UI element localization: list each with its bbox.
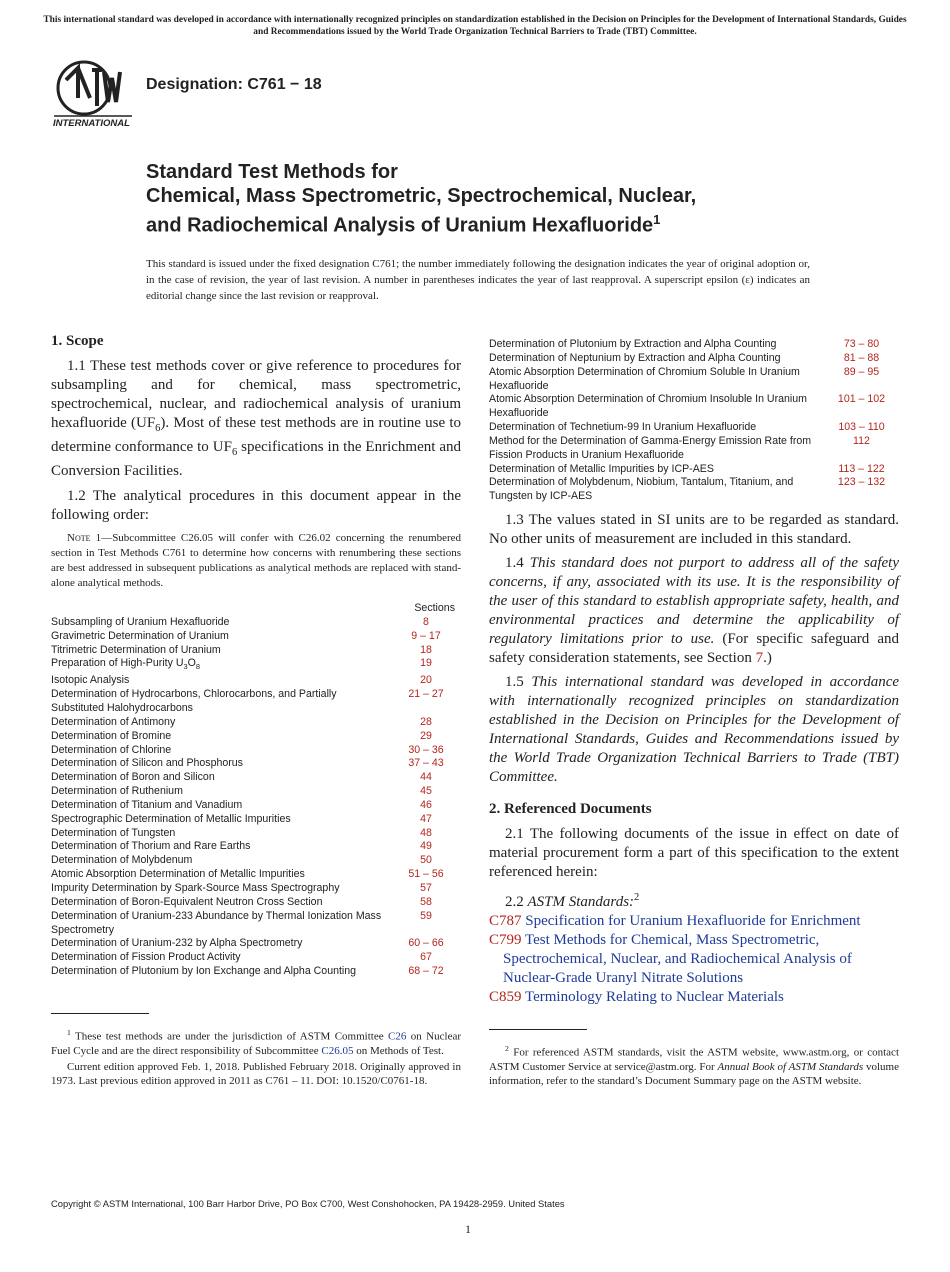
table-row [51,771,461,785]
table-row [51,965,461,979]
section-link[interactable]: 101 – 102 [837,393,886,406]
page-number: 1 [465,1222,471,1236]
footnote-1 [51,1026,461,1058]
reference-item [489,988,899,1007]
section-link[interactable]: 21 – 27 [408,688,444,701]
issuance-note: This standard is issued under the fixed designation C761; the number immediately following the designation indicates the year of original adoption or, in the case of revision, the year of last revision. A number in parentheses indicates the year of last reapproval. A superscript epsilon (ε) indicates an editorial change since the last revision or reapproval. [146,258,810,302]
fn2-a: For referenced ASTM standards, visit the ASTM website, www.astm.org, or contact ASTM Customer Service at service@astm.org. For [489,1046,899,1073]
reference-title-link[interactable]: Specification for Uranium Hexafluoride for Enrichment [525,913,861,930]
method-title: Atomic Absorption Determination of Metallic Impurities [51,868,305,881]
table-row [51,730,461,744]
method-title: Determination of Uranium-232 by Alpha Spectrometry [51,937,303,950]
method-title: Determination of Uranium-233 Abundance by Thermal Ionization Mass Spectrometry [51,909,382,936]
section-link[interactable]: 8 [423,615,429,628]
fn1-mark: 1 [67,1027,71,1037]
scope-para-1-3: 1.3 The values stated in SI units are to be regarded as standard. No other units of measurement are included in this standard. [489,512,899,548]
table-row [489,476,899,504]
sections-header: Sections [414,602,455,614]
method-title: Gravimetric Determination of Uranium [51,629,229,642]
method-title: Titrimetric Determination of Uranium [51,643,221,656]
method-title: Determination of Molybdenum [51,854,193,867]
sections-table-1 [51,602,461,979]
scope-heading: 1. Scope [51,333,104,349]
right-column [489,338,899,1088]
method-title: Determination of Plutonium by Extraction and Alpha Counting [489,338,777,350]
referenced-para-2-1: 2.1 The following documents of the issue in effect on date of material procurement form a part of this specification to the extent referenced herein: [489,826,899,881]
title-line-1: Standard Test Methods for [146,161,398,183]
note-1-text: —Subcommittee C26.05 will confer with C26.02 concerning the renumbered section in Test Methods C761 to determine how concerns with renumbering these sections are best addressed in subsequent publications as analytical methods are replaced with stand-alone analytical methods. [51,532,461,589]
section-link[interactable]: 60 – 66 [408,937,444,950]
c26-05-link[interactable]: C26.05 [321,1044,354,1057]
section-link[interactable]: 67 [420,951,432,964]
table-row [51,896,461,910]
title-line-3 [146,208,846,238]
method-title: Preparation of High-Purity $U_3O_8$ [51,657,200,672]
section-link[interactable]: 47 [420,812,432,825]
c26-link[interactable]: C26 [388,1030,407,1043]
section-link[interactable]: 123 – 132 [837,476,886,489]
method-title: Isotopic Analysis [51,674,130,687]
table-row [51,868,461,882]
section-7-link[interactable]: 7 [755,650,764,667]
p22-num: 2.2 [505,894,528,911]
method-title: Determination of Boron and Silicon [51,771,215,784]
designation: Designation: C761 − 18 [146,76,322,93]
section-link[interactable]: 48 [420,826,432,839]
section-link[interactable]: 45 [420,785,432,798]
fn1-b: on Nuclear Fuel Cycle and are the direct responsibility of Subcommittee [51,1030,461,1057]
table-row [51,630,461,644]
p5-num: 1.5 [505,674,532,691]
section-link[interactable]: 89 – 95 [843,365,880,378]
method-title: Determination of Fission Product Activity [51,951,241,964]
referenced-heading: 2. Referenced Documents [489,801,652,818]
section-link[interactable]: 51 – 56 [408,868,444,881]
table-row [489,393,899,421]
method-title: Determination of Metallic Impurities by ICP-AES [489,462,714,475]
reference-item [489,912,899,931]
copyright: Copyright © ASTM International, 100 Barr Harbor Drive, PO Box C700, West Conshohocken, PA 19428-2959. United States [51,1198,565,1209]
method-title: Determination of Chlorine [51,743,172,756]
table-row [489,352,899,366]
fn2-italic: Annual Book of ASTM Standards [717,1060,864,1073]
method-title: Determination of Hydrocarbons, Chlorocarbons, and Partially Substituted Halohydrocarbons [51,688,337,715]
method-title: Determination of Ruthenium [51,785,183,798]
section-link[interactable]: 19 [420,657,432,670]
section-link[interactable]: 113 – 122 [838,462,885,475]
table-row [489,366,899,394]
scope-para-1-2: 1.2 The analytical procedures in this document appear in the following order: [51,488,461,523]
method-title: Determination of Technetium-99 In Uranium Hexafluoride [489,421,757,434]
section-link[interactable]: 44 [420,771,432,784]
method-title: Determination of Bromine [51,729,172,742]
section-link[interactable]: 50 [420,854,432,867]
scope-para-1-1 [51,357,461,481]
logo-text: INTERNATIONAL [53,118,130,129]
fn2-b: volume information, refer to the standard’s Document Summary page on the ASTM website. [489,1060,899,1087]
section-link[interactable]: 49 [420,840,432,853]
p4-end: .) [763,650,772,667]
footnote-2 [489,1042,899,1088]
method-title: Impurity Determination by Spark-Source Mass Spectrography [51,881,340,894]
section-link[interactable]: 58 [420,895,432,908]
sections-table-2 [489,338,899,504]
title-line-3-text: and Radiochemical Analysis of Uranium Hexafluoride [146,214,654,237]
scope-para-1-4 [489,554,899,668]
method-title: Method for the Determination of Gamma-Energy Emission Rate from Fission Products in Uranium Hexafluoride [489,434,812,461]
table-row [51,674,461,688]
table-row [51,616,461,630]
table-row [51,910,461,938]
referenced-para-2-2 [489,888,899,912]
p4-italic: This standard does not purport to address all of the safety concerns, if any, associated with its use. It is the responsibility of the user of this standard to establish appropriate safety, health, and environmental practices and determine the applicability of regulatory limitations prior to use. [489,555,900,648]
footnote-rule-right [489,1029,587,1030]
footnote-1-edition: Current edition approved Feb. 1, 2018. Published February 2018. Originally approved in 1973. Last previous edition approved in 2011 as C761 – 11. DOI: 10.1520/C0761-18. [51,1060,461,1087]
table-row [51,644,461,658]
method-title: Determination of Silicon and Phosphorus [51,757,243,770]
method-title: Determination of Titanium and Vanadium [51,798,243,811]
section-link[interactable]: 46 [420,798,432,811]
sections-rows-1 [51,616,461,979]
table-row [51,937,461,951]
method-title: Determination of Tungsten [51,826,176,839]
method-title: Determination of Thorium and Rare Earths [51,840,251,853]
astm-seal-icon [52,58,134,130]
section-link[interactable]: 81 – 88 [843,351,880,364]
table-row [51,785,461,799]
table-row [51,716,461,730]
section-link[interactable]: 112 [853,434,870,447]
table-row [489,463,899,477]
method-title: Spectrographic Determination of Metallic Impurities [51,812,291,825]
p4-tail: (For specific safeguard and safety consideration statements, see Section [489,631,900,667]
note-1 [51,531,461,591]
table-row [51,799,461,813]
section-link[interactable]: 18 [420,643,432,656]
scope-para-1-5 [489,673,899,787]
table-row [51,827,461,841]
table-row [51,757,461,771]
section-link[interactable]: 59 [420,909,432,922]
fn1-c: on Methods of Test. [353,1044,444,1057]
astm-logo [52,58,134,130]
table-row [489,338,899,352]
scope-p1-b: ). Most of these test methods are in routine use to determine conformance to UF [51,415,462,455]
reference-title-link[interactable]: Test Methods for Chemical, Mass Spectrometric, Spectrochemical, Nuclear, and Radiochemical Analysis of Nuclear-Grade Uranyl Nitrate Solutions [503,932,852,987]
p22-sup[interactable]: 2 [634,892,640,904]
method-title: Determination of Boron-Equivalent Neutron Cross Section [51,895,323,908]
footnote-rule-left [51,1013,149,1014]
title-footnote-mark[interactable]: 1 [653,212,661,227]
fn2-mark: 2 [505,1044,509,1054]
scope-p1-c: specifications in the Enrichment and Conversion Facilities. [51,439,461,479]
method-title: Determination of Molybdenum, Niobium, Tantalum, Titanium, and Tungsten by ICP-AES [489,476,794,503]
section-link[interactable]: 20 [420,674,432,687]
table-row [51,882,461,896]
table-row [51,951,461,965]
p4-num: 1.4 [505,555,530,572]
left-column [51,333,461,1088]
section-link[interactable]: 103 – 110 [838,421,885,434]
reference-code-link[interactable]: C859 [489,989,522,1006]
method-title: Atomic Absorption Determination of Chromium Insoluble In Uranium Hexafluoride [489,393,807,420]
method-title: Determination of Neptunium by Extraction and Alpha Counting [489,351,781,364]
reference-title-link[interactable]: Terminology Relating to Nuclear Materials [525,989,784,1006]
note-1-label: Note 1 [67,532,102,544]
table-row [51,840,461,854]
section-link[interactable]: 73 – 80 [843,338,880,350]
fn1-a: These test methods are under the jurisdiction of ASTM Committee [70,1030,389,1043]
title-line-2: Chemical, Mass Spectrometric, Spectrochemical, Nuclear, [146,185,697,207]
section-link[interactable]: 28 [420,715,432,728]
table-row [51,813,461,827]
reference-item [489,931,899,988]
reference-code-link[interactable]: C799 [489,932,522,949]
section-link[interactable]: 37 – 43 [408,757,444,770]
document-title [146,160,846,238]
reference-list [489,912,899,1007]
method-title: Atomic Absorption Determination of Chromium Soluble In Uranium Hexafluoride [489,365,800,392]
trade-notice: This international standard was developed in accordance with internationally recognized principles on standardization established in the Decision on Principles for the Development of International Standards, Guides and Recommendations issued by the World Trade Organization Technical Barriers to Trade (TBT) Committee. [43,15,907,37]
scope-p1-sub: 6 [155,423,161,434]
table-row [489,435,899,463]
table-row [51,657,461,674]
method-title: Subsampling of Uranium Hexafluoride [51,615,230,628]
section-link[interactable]: 30 – 36 [408,743,444,756]
p22-italic: ASTM Standards: [527,894,635,911]
method-title: Determination of Antimony [51,715,176,728]
scope-p1-sub2: 6 [231,447,238,458]
table-row [51,854,461,868]
section-link[interactable]: 9 – 17 [411,629,441,642]
table-row [489,421,899,435]
reference-code-link[interactable]: C787 [489,913,522,930]
section-link[interactable]: 68 – 72 [408,965,444,978]
section-link[interactable]: 57 [420,881,432,894]
table-row [51,744,461,758]
method-title: Determination of Plutonium by Ion Exchange and Alpha Counting [51,965,357,978]
p5-italic: This international standard was developed in accordance with internationally recognized principles on standardization established in the Decision on Principles for the Development of International Standards, Guides and Recommendations issued by the World Trade Organization Technical Barriers to Trade (TBT) Committee. [489,674,900,786]
scope-p1-a: 1.1 These test methods cover or give reference to procedures for subsampling and for chemical, mass spectrometric, spectrochemical, nuclear, and radiochemical analysis of uranium hexafluoride (UF [51,358,461,431]
table-row [51,688,461,716]
section-link[interactable]: 29 [420,729,432,742]
